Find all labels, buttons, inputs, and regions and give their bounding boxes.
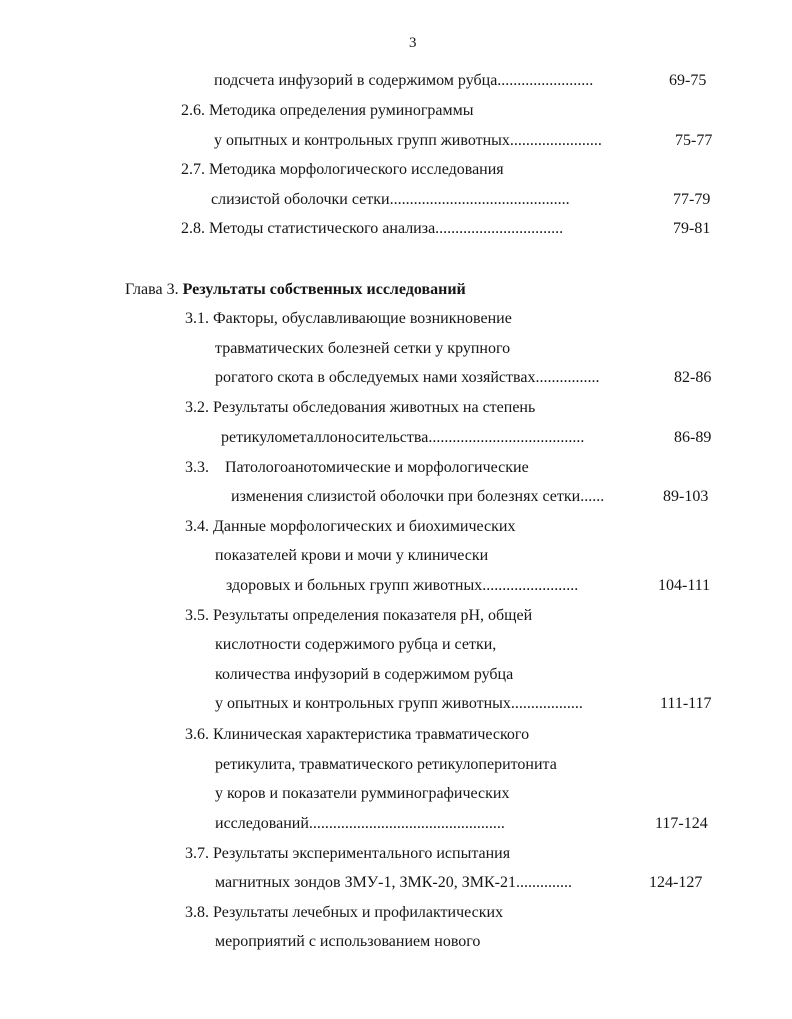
toc-line: исследований................................................. xyxy=(215,815,505,832)
toc-line: слизистой оболочки сетки............................................. xyxy=(211,191,570,208)
page-number: 3 xyxy=(409,35,417,51)
toc-line: показателей крови и мочи у клинически xyxy=(215,547,489,564)
toc-line: 2.6. Методика определения руминограммы xyxy=(181,102,474,119)
toc-line: кислотности содержимого рубца и сетки, xyxy=(215,636,497,653)
toc-line: у опытных и контрольных групп животных.................. xyxy=(215,695,583,712)
toc-line: 3.5. Результаты определения показателя рН, общей xyxy=(185,607,533,624)
toc-line: магнитных зондов ЗМУ-1, ЗМК-20, ЗМК-21.............. xyxy=(215,874,572,891)
toc-page-range: 79-81 xyxy=(673,220,711,237)
toc-line: 2.7. Методика морфологического исследования xyxy=(181,161,504,178)
toc-line: у опытных и контрольных групп животных....................... xyxy=(214,132,602,149)
toc-line: 3.4. Данные морфологических и биохимических xyxy=(185,518,516,535)
toc-line: 3.8. Результаты лечебных и профилактических xyxy=(185,904,504,921)
toc-line: рогатого скота в обследуемых нами хозяйствах................ xyxy=(215,369,600,386)
toc-line: у коров и показатели румминографических xyxy=(215,785,510,802)
toc-page-range: 124-127 xyxy=(649,874,703,891)
toc-page-range: 75-77 xyxy=(675,132,713,149)
toc-page-range: 117-124 xyxy=(655,815,708,832)
toc-line: 3.2. Результаты обследования животных на степень xyxy=(185,399,536,416)
toc-line: 2.8. Методы статистического анализа................................ xyxy=(181,220,564,237)
toc-page-range: 69-75 xyxy=(669,72,707,89)
toc-line: ретикулометаллоносительства....................................... xyxy=(221,429,585,446)
toc-page-range: 104-111 xyxy=(658,577,711,594)
toc-page-range: 86-89 xyxy=(674,429,712,446)
toc-line: 3.1. Факторы, обуславливающие возникновение xyxy=(185,310,512,327)
toc-line: подсчета инфузорий в содержимом рубца........................ xyxy=(214,72,594,89)
toc-page-range: 111-117 xyxy=(660,695,712,712)
chapter-heading: Глава 3. Результаты собственных исследований xyxy=(125,281,466,298)
toc-page-range: 77-79 xyxy=(673,191,711,208)
toc-line: здоровых и больных групп животных........................ xyxy=(226,577,579,594)
toc-line: 3.7. Результаты экспериментального испытания xyxy=(185,845,511,862)
toc-line: количества инфузорий в содержимом рубца xyxy=(215,666,514,683)
toc-line: мероприятий с использованием нового xyxy=(215,933,481,950)
toc-line: 3.3. Патологоанотомические и морфологические xyxy=(185,459,529,476)
toc-line: изменения слизистой оболочки при болезнях сетки...... xyxy=(231,488,605,505)
toc-page-range: 82-86 xyxy=(674,369,712,386)
toc-line: 3.6. Клиническая характеристика травматического xyxy=(185,726,530,743)
toc-page-range: 89-103 xyxy=(663,488,709,505)
toc-line: ретикулита, травматического ретикулоперитонита xyxy=(215,756,557,773)
toc-line: травматических болезней сетки у крупного xyxy=(215,340,511,357)
